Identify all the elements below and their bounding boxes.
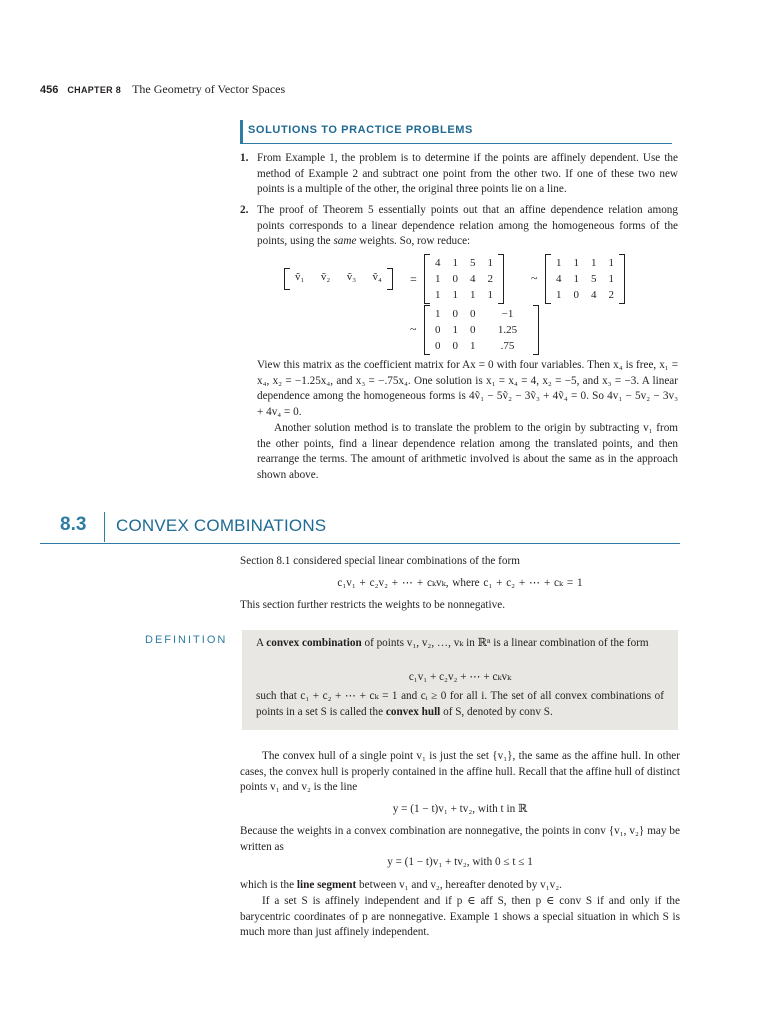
section-title: CONVEX COMBINATIONS [116,516,327,535]
row-vector: ṽ₁ ṽ₂ ṽ₃ ṽ₄ [284,268,393,290]
chapter-label: CHAPTER 8 [67,85,122,95]
matrix-b: 1 1 1 1 4 1 5 1 1 0 4 2 [545,254,625,304]
running-header [40,82,285,97]
practice-heading-rule [240,143,672,144]
affine-combination-equation: c₁v₁ + c₂v₂ + ⋯ + cₖvₖ, where c₁ + c₂ + ⋯ + cₖ = 1 [337,577,583,589]
item-number: 2. [240,204,249,216]
body-paragraph-1: The convex hull of a single point v₁ is just the set {v₁}, the same as the affine hull. In other cases, the convex hull is properly contained in the affine hull. Recall that the affine hull of distinct points v₁ and v₂ is the line [240,750,680,794]
matrix-a: 4 1 5 1 1 0 4 2 1 1 1 1 [424,254,504,304]
item-text: From Example 1, the problem is to determine if the points are affinely dependent. Use the method of Example 2 and subtract one point from the other two. If one of these two new points is a multiple of the other, the original three points lie on a line. [257,152,678,196]
section-restriction: This section further restricts the weights to be nonnegative. [240,599,506,611]
item-number: 1. [240,152,249,164]
line-segment-equation: y = (1 − t)v₁ + tv₂, with 0 ≤ t ≤ 1 [387,856,533,868]
tilde-sign: ~ [410,322,417,336]
affine-hull-line-equation: y = (1 − t)v₁ + tv₂, with t in ℝ [392,803,528,815]
body-paragraph-2: Because the weights in a convex combination are nonnegative, the points in conv {v₁, v₂} may be written as [240,825,680,853]
body-paragraph-3: which is the line segment between v₁ and v₂, hereafter denoted by v₁v₂. [240,879,562,891]
definition-text-1: A convex combination of points v₁, v₂, …, vₖ in ℝⁿ is a linear combination of the form [256,637,649,649]
alternate-method: Another solution method is to translate the problem to the origin by subtracting v₁ from the other points, find a linear dependence relation among the translated points, and then rearrange the terms. The amount of arithmetic involved is about the same as in the approach shown above. [257,422,678,481]
practice-heading-bar [240,120,243,144]
section-rule [40,543,680,544]
body-paragraph-4: If a set S is affinely independent and if p ∈ aff S, then p ∈ conv S if and only if the barycentric coordinates of p are nonnegative. Example 1 shows a special situation in which S is much more than just affinely independent. [240,895,680,939]
tilde-sign: ~ [531,271,538,285]
solution-item-2 [240,203,678,250]
equals-sign: = [410,272,417,286]
solution-item-1 [240,151,678,198]
section-intro: Section 8.1 considered special linear combinations of the form [240,555,520,567]
chapter-title: The Geometry of Vector Spaces [132,82,286,96]
item-text: The proof of Theorem 5 essentially points out that an affine dependence relation among points corresponds to a linear dependence relation among the homogeneous forms of the points, using the same weights. So, row reduce: [257,204,678,248]
section-number: 8.3 [60,514,87,535]
definition-label: DEFINITION [145,634,228,646]
convex-combination-equation: c₁v₁ + c₂v₂ + ⋯ + cₖvₖ [408,671,512,683]
practice-heading: SOLUTIONS TO PRACTICE PROBLEMS [248,124,473,136]
section-divider [104,512,105,542]
matrix-interpretation: View this matrix as the coefficient matrix for Ax = 0 with four variables. Then x₄ is free, x₁ = x₄, x₂ = −1.25x₄, and x₃ = −.75x₄. One solution is x₁ = x₄ = 4, x₂ = −5, and x₃ = −3. A linear dependence among the homogeneous forms is 4ṽ₁ − 5ṽ₂ − 3ṽ₃ + 4ṽ₄ = 0. So 4v₁ − 5v₂ − 3v₃ + 4v₄ = 0. [257,359,678,418]
matrix-c: 1 0 0 −1 0 1 0 1.25 0 0 1 .75 [424,305,539,355]
page-number: 456 [40,84,59,96]
definition-text-2: such that c₁ + c₂ + ⋯ + cₖ = 1 and cᵢ ≥ 0 for all i. The set of all convex combinations of points in a set S is called the convex hull of S, denoted by conv S. [256,690,664,718]
